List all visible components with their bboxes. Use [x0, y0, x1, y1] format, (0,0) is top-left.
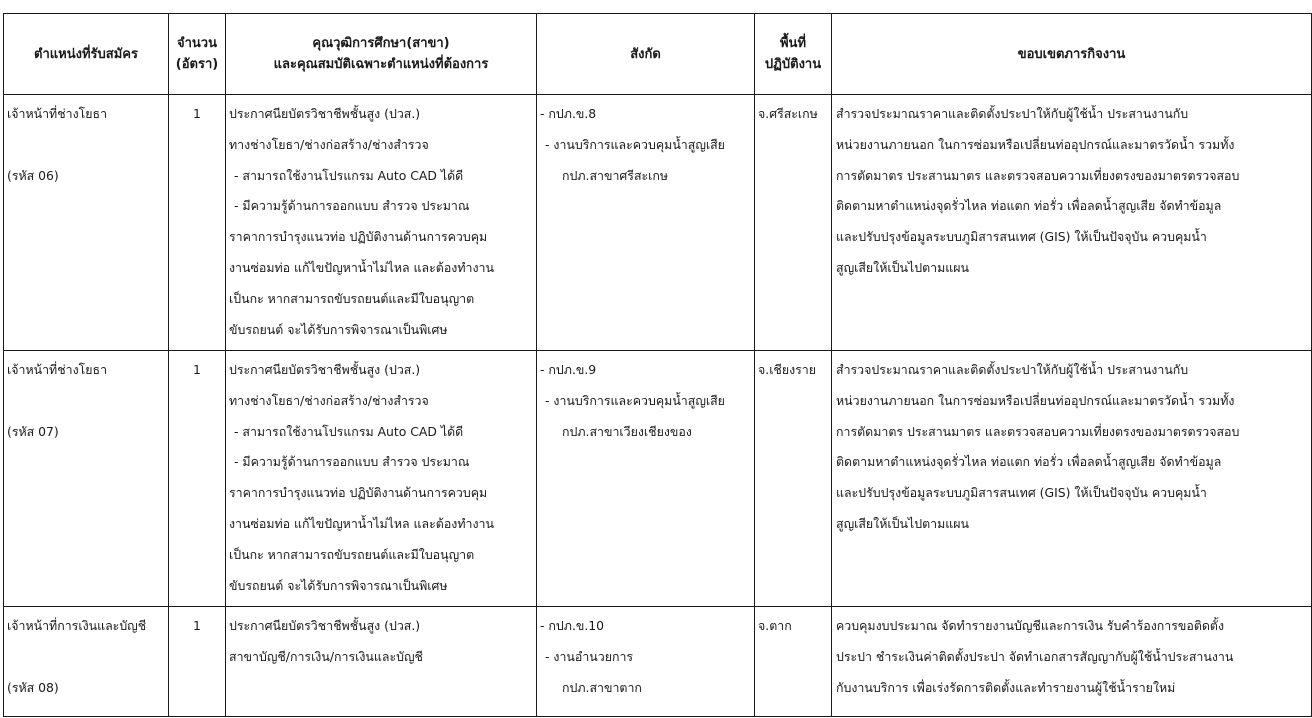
unit-line: - กปภ.ข.9 [540, 362, 597, 377]
area-cell [755, 351, 832, 607]
position-cell [4, 607, 169, 717]
unit-line: กปภ.สาขาตาก [562, 679, 642, 695]
scope-cell [832, 351, 1312, 607]
count-cell [169, 351, 226, 607]
table-row [4, 607, 1312, 717]
unit-line: กปภ.สาขาเวียงเชียงของ [562, 423, 692, 439]
qual-line: ขับรถยนต์ จะได้รับการพิจารณาเป็นพิเศษ [229, 321, 448, 337]
header-position: ตำแหน่งที่รับสมัคร [4, 14, 169, 95]
position-code: (รหัส 07) [7, 423, 59, 439]
unit-line: - งานบริการและควบคุมน้ำสูญเสีย [545, 136, 725, 152]
area-value: จ.ตาก [758, 618, 792, 633]
qual-line: ทางช่างโยธา/ช่างก่อสร้าง/ช่างสำรวจ [229, 392, 429, 408]
qual-line: เป็นกะ หากสามารถขับรถยนต์และมีใบอนุญาต [229, 290, 475, 306]
scope-line: และปรับปรุงข้อมูลระบบภูมิสารสนเทศ (GIS) ให้เป็นปัจจุบัน ควบคุมน้ำ [836, 229, 1207, 245]
qual-line: - สามารถใช้งานโปรแกรม Auto CAD ได้ดี [234, 167, 464, 183]
position-cell [4, 351, 169, 607]
scope-line: หน่วยงานภายนอก ในการซ่อมหรือเปลี่ยนท่ออุปกรณ์และมาตรวัดน้ำ รวมทั้ง [836, 392, 1235, 408]
qual-line: ราคาการบำรุงแนวท่อ ปฏิบัติงานด้านการควบคุม [229, 229, 488, 245]
qual-line: ประกาศนียบัตรวิชาชีพชั้นสูง (ปวส.) [229, 106, 421, 121]
position-cell [4, 95, 169, 351]
header-row [4, 14, 1312, 95]
scope-line: สูญเสียให้เป็นไปตามแผน [836, 515, 969, 531]
count-value: 1 [193, 362, 201, 377]
scope-line: ติดตามหาตำแหน่งจุดรั่วไหล ท่อแตก ท่อรั่ว เพื่อลดน้ำสูญเสีย จัดทำข้อมูล [836, 454, 1222, 470]
position-title: เจ้าหน้าที่ช่างโยธา [7, 106, 108, 121]
header-count [169, 14, 226, 95]
unit-cell [537, 607, 755, 717]
table-row [4, 351, 1312, 607]
position-code: (รหัส 08) [7, 679, 59, 695]
area-cell [755, 607, 832, 717]
qual-line: - มีความรู้ด้านการออกแบบ สำรวจ ประมาณ [234, 198, 470, 214]
position-title: เจ้าหน้าที่การเงินและบัญชี [7, 618, 147, 633]
scope-line: สูญเสียให้เป็นไปตามแผน [836, 259, 969, 275]
area-cell [755, 95, 832, 351]
header-area-line2: ปฏิบัติงาน [764, 57, 822, 72]
count-cell [169, 607, 226, 717]
table-row [4, 95, 1312, 351]
header-unit: สังกัด [537, 14, 755, 95]
scope-line: ควบคุมงบประมาณ จัดทำรายงานบัญชีและการเงิน รับคำร้องการขอติดตั้ง [836, 618, 1225, 633]
qual-line: ขับรถยนต์ จะได้รับการพิจารณาเป็นพิเศษ [229, 577, 448, 593]
scope-line: สำรวจประมาณราคาและติดตั้งประปาให้กับผู้ใช้น้ำ ประสานงานกับ [836, 362, 1189, 377]
qualification-cell [226, 351, 537, 607]
scope-cell [832, 607, 1312, 717]
unit-line: กปภ.สาขาศรีสะเกษ [562, 167, 669, 183]
job-table [3, 13, 1312, 717]
qual-line: สาขาบัญชี/การเงิน/การเงินและบัญชี [229, 648, 423, 664]
header-qual-line2: และคุณสมบัติเฉพาะตำแหน่งที่ต้องการ [273, 57, 489, 72]
qual-line: ประกาศนียบัตรวิชาชีพชั้นสูง (ปวส.) [229, 618, 421, 633]
header-count-line2: (อัตรา) [175, 57, 219, 72]
qual-line: งานซ่อมท่อ แก้ไขปัญหาน้ำไม่ไหล และต้องทำงาน [229, 259, 494, 275]
count-value: 1 [193, 106, 201, 121]
header-qualification [226, 14, 537, 95]
scope-cell [832, 95, 1312, 351]
header-area [755, 14, 832, 95]
position-code: (รหัส 06) [7, 167, 59, 183]
count-cell [169, 95, 226, 351]
unit-line: - กปภ.ข.8 [540, 106, 597, 121]
position-title: เจ้าหน้าที่ช่างโยธา [7, 362, 108, 377]
qualification-cell [226, 95, 537, 351]
unit-line: - กปภ.ข.10 [540, 618, 605, 633]
unit-line: - งานอำนวยการ [545, 648, 634, 664]
scope-line: ติดตามหาตำแหน่งจุดรั่วไหล ท่อแตก ท่อรั่ว เพื่อลดน้ำสูญเสีย จัดทำข้อมูล [836, 198, 1222, 214]
area-value: จ.ศรีสะเกษ [758, 106, 818, 121]
qualification-cell [226, 607, 537, 717]
qual-line: ราคาการบำรุงแนวท่อ ปฏิบัติงานด้านการควบคุม [229, 485, 488, 501]
scope-line: สำรวจประมาณราคาและติดตั้งประปาให้กับผู้ใช้น้ำ ประสานงานกับ [836, 106, 1189, 121]
unit-cell [537, 95, 755, 351]
scope-line: และปรับปรุงข้อมูลระบบภูมิสารสนเทศ (GIS) ให้เป็นปัจจุบัน ควบคุมน้ำ [836, 485, 1207, 501]
scope-line: หน่วยงานภายนอก ในการซ่อมหรือเปลี่ยนท่ออุปกรณ์และมาตรวัดน้ำ รวมทั้ง [836, 136, 1235, 152]
count-value: 1 [193, 618, 201, 633]
unit-line: - งานบริการและควบคุมน้ำสูญเสีย [545, 392, 725, 408]
qual-line: - มีความรู้ด้านการออกแบบ สำรวจ ประมาณ [234, 454, 470, 470]
header-qual-line1: คุณวุฒิการศึกษา(สาขา) [312, 36, 450, 51]
header-area-line1: พื้นที่ [779, 36, 807, 51]
scope-line: ประปา ชำระเงินค่าติดตั้งประปา จัดทำเอกสารสัญญากับผู้ใช้น้ำประสานงาน [836, 648, 1234, 664]
qual-line: เป็นกะ หากสามารถขับรถยนต์และมีใบอนุญาต [229, 546, 475, 562]
unit-cell [537, 351, 755, 607]
qual-line: - สามารถใช้งานโปรแกรม Auto CAD ได้ดี [234, 423, 464, 439]
scope-line: การตัดมาตร ประสานมาตร และตรวจสอบความเที่ยงตรงของมาตรตรวจสอบ [836, 423, 1240, 439]
scope-line: กับงานบริการ เพื่อเร่งรัดการติดตั้งและทำรายงานผู้ใช้น้ำรายใหม่ [836, 679, 1176, 695]
header-scope: ขอบเขตภารกิจงาน [832, 14, 1312, 95]
scope-line: การตัดมาตร ประสานมาตร และตรวจสอบความเที่ยงตรงของมาตรตรวจสอบ [836, 167, 1240, 183]
qual-line: ประกาศนียบัตรวิชาชีพชั้นสูง (ปวส.) [229, 362, 421, 377]
header-count-line1: จำนวน [177, 36, 217, 51]
qual-line: ทางช่างโยธา/ช่างก่อสร้าง/ช่างสำรวจ [229, 136, 429, 152]
area-value: จ.เชียงราย [758, 362, 817, 377]
qual-line: งานซ่อมท่อ แก้ไขปัญหาน้ำไม่ไหล และต้องทำงาน [229, 515, 494, 531]
